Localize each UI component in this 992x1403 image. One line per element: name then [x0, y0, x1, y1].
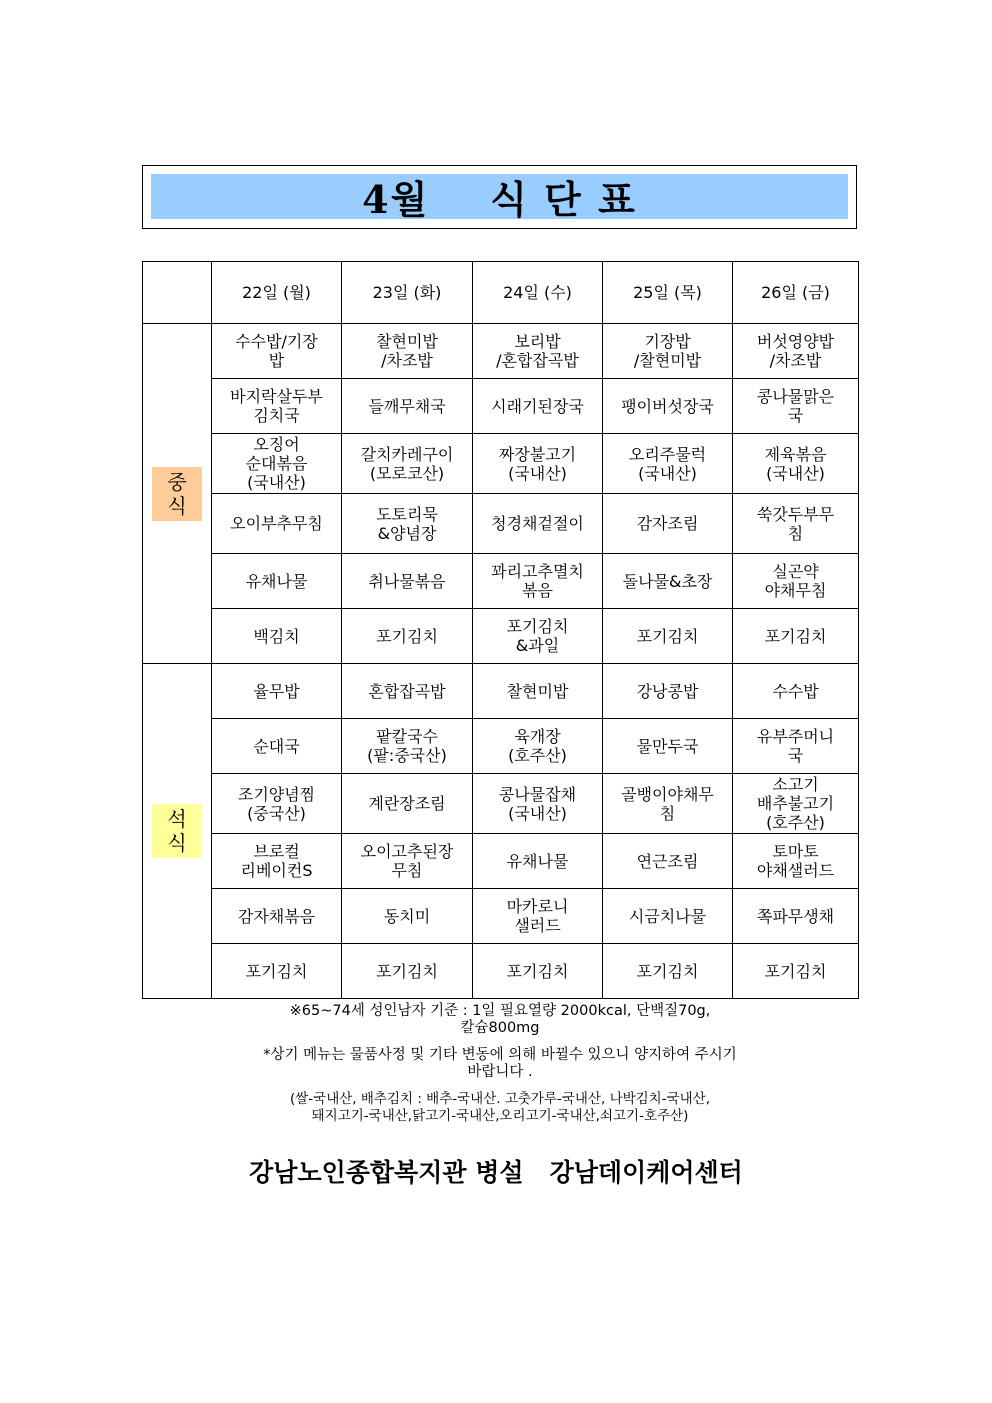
meal-label-cell	[143, 664, 212, 999]
menu-cell: 바지락살두부 김치국	[212, 379, 342, 434]
menu-cell: 쑥갓두부무 침	[733, 494, 859, 554]
menu-cell: 오이부추무침	[212, 494, 342, 554]
menu-cell: 율무밥	[212, 664, 342, 719]
menu-cell: 포기김치	[473, 944, 603, 999]
menu-cell: 포기김치	[733, 609, 859, 664]
menu-cell: 들깨무채국	[342, 379, 473, 434]
meal-label-cell	[143, 324, 212, 664]
menu-cell: 실곤약 야채무침	[733, 554, 859, 609]
menu-row	[143, 774, 859, 834]
menu-cell: 청경채겉절이	[473, 494, 603, 554]
day-header: 23일 (화)	[342, 262, 473, 324]
menu-cell: 연근조림	[603, 834, 733, 889]
menu-cell: 버섯영양밥 /차조밥	[733, 324, 859, 379]
menu-row	[143, 889, 859, 944]
origin-note: (쌀-국내산, 배추김치 : 배추-국내산. 고춧가루-국내산, 나박김치-국내산, 돼지고기-국내산,닭고기-국내산,오리고기-국내산,쇠고기-호주산)	[289, 1091, 711, 1124]
menu-cell: 육개장 (호주산)	[473, 719, 603, 774]
menu-cell: 수수밥/기장 밥	[212, 324, 342, 379]
menu-cell: 찰현미밥 /차조밥	[342, 324, 473, 379]
menu-cell: 유채나물	[212, 554, 342, 609]
menu-cell: 계란장조림	[342, 774, 473, 834]
menu-cell: 꽈리고추멸치 볶음	[473, 554, 603, 609]
menu-cell: 콩나물잡채 (국내산)	[473, 774, 603, 834]
day-header: 25일 (목)	[603, 262, 733, 324]
menu-cell: 오이고추된장 무침	[342, 834, 473, 889]
menu-cell: 순대국	[212, 719, 342, 774]
menu-cell: 포기김치	[733, 944, 859, 999]
menu-cell: 도토리묵 &양념장	[342, 494, 473, 554]
footer-organization: 강남노인종합복지관 병설 강남데이케어센터	[249, 1158, 743, 1187]
menu-table	[142, 261, 859, 999]
menu-cell: 포기김치	[342, 944, 473, 999]
menu-row	[143, 379, 859, 434]
menu-cell: 포기김치	[212, 944, 342, 999]
menu-cell: 조기양념찜 (중국산)	[212, 774, 342, 834]
menu-cell: 오징어 순대볶음 (국내산)	[212, 434, 342, 494]
menu-cell: 제육볶음 (국내산)	[733, 434, 859, 494]
menu-cell: 돌나물&초장	[603, 554, 733, 609]
menu-cell: 토마토 야채샐러드	[733, 834, 859, 889]
page-title: 4월 식 단 표	[362, 177, 637, 222]
menu-cell: 포기김치	[603, 609, 733, 664]
notes	[142, 1003, 858, 1125]
menu-cell: 포기김치	[603, 944, 733, 999]
menu-cell: 쪽파무생채	[733, 889, 859, 944]
header-row	[143, 262, 859, 324]
menu-cell: 포기김치 &과일	[473, 609, 603, 664]
menu-row	[143, 324, 859, 379]
menu-cell: 소고기 배추불고기 (호주산)	[733, 774, 859, 834]
menu-cell: 기장밥 /찰현미밥	[603, 324, 733, 379]
menu-cell: 유채나물	[473, 834, 603, 889]
nutrition-note: ※65~74세 성인남자 기준 : 1일 필요열량 2000kcal, 단백질70g, 칼슘800mg	[289, 1003, 711, 1036]
menu-cell: 찰현미밥	[473, 664, 603, 719]
meal-label: 석 식	[152, 804, 202, 858]
menu-cell: 백김치	[212, 609, 342, 664]
menu-cell: 팽이버섯장국	[603, 379, 733, 434]
menu-cell: 오리주물럭 (국내산)	[603, 434, 733, 494]
menu-cell: 골뱅이야채무 침	[603, 774, 733, 834]
day-header: 26일 (금)	[733, 262, 859, 324]
menu-cell: 감자조림	[603, 494, 733, 554]
menu-cell: 시래기된장국	[473, 379, 603, 434]
menu-row	[143, 609, 859, 664]
menu-cell: 콩나물맑은 국	[733, 379, 859, 434]
menu-cell: 시금치나물	[603, 889, 733, 944]
menu-row	[143, 434, 859, 494]
meal-label: 중 식	[152, 467, 202, 521]
menu-cell: 포기김치	[342, 609, 473, 664]
menu-cell: 동치미	[342, 889, 473, 944]
menu-cell: 수수밥	[733, 664, 859, 719]
menu-cell: 유부주머니 국	[733, 719, 859, 774]
menu-cell: 혼합잡곡밥	[342, 664, 473, 719]
menu-row	[143, 944, 859, 999]
menu-row	[143, 834, 859, 889]
change-note: *상기 메뉴는 물품사정 및 기타 변동에 의해 바뀔수 있으니 양지하여 주시기 바랍니다 .	[263, 1047, 737, 1080]
menu-row	[143, 664, 859, 719]
menu-row	[143, 494, 859, 554]
menu-cell: 보리밥 /혼합잡곡밥	[473, 324, 603, 379]
menu-cell: 마카로니 샐러드	[473, 889, 603, 944]
menu-cell: 강낭콩밥	[603, 664, 733, 719]
menu-cell: 갈치카레구이 (모로코산)	[342, 434, 473, 494]
menu-row	[143, 554, 859, 609]
title-banner	[151, 174, 848, 222]
menu-cell: 짜장불고기 (국내산)	[473, 434, 603, 494]
menu-cell: 팥칼국수 (팥:중국산)	[342, 719, 473, 774]
day-header: 24일 (수)	[473, 262, 603, 324]
menu-cell: 브로컬 리베이컨S	[212, 834, 342, 889]
menu-cell: 감자채볶음	[212, 889, 342, 944]
menu-cell: 물만두국	[603, 719, 733, 774]
day-header: 22일 (월)	[212, 262, 342, 324]
corner-cell	[143, 262, 212, 324]
menu-row	[143, 719, 859, 774]
title-box	[142, 165, 857, 229]
menu-cell: 취나물볶음	[342, 554, 473, 609]
